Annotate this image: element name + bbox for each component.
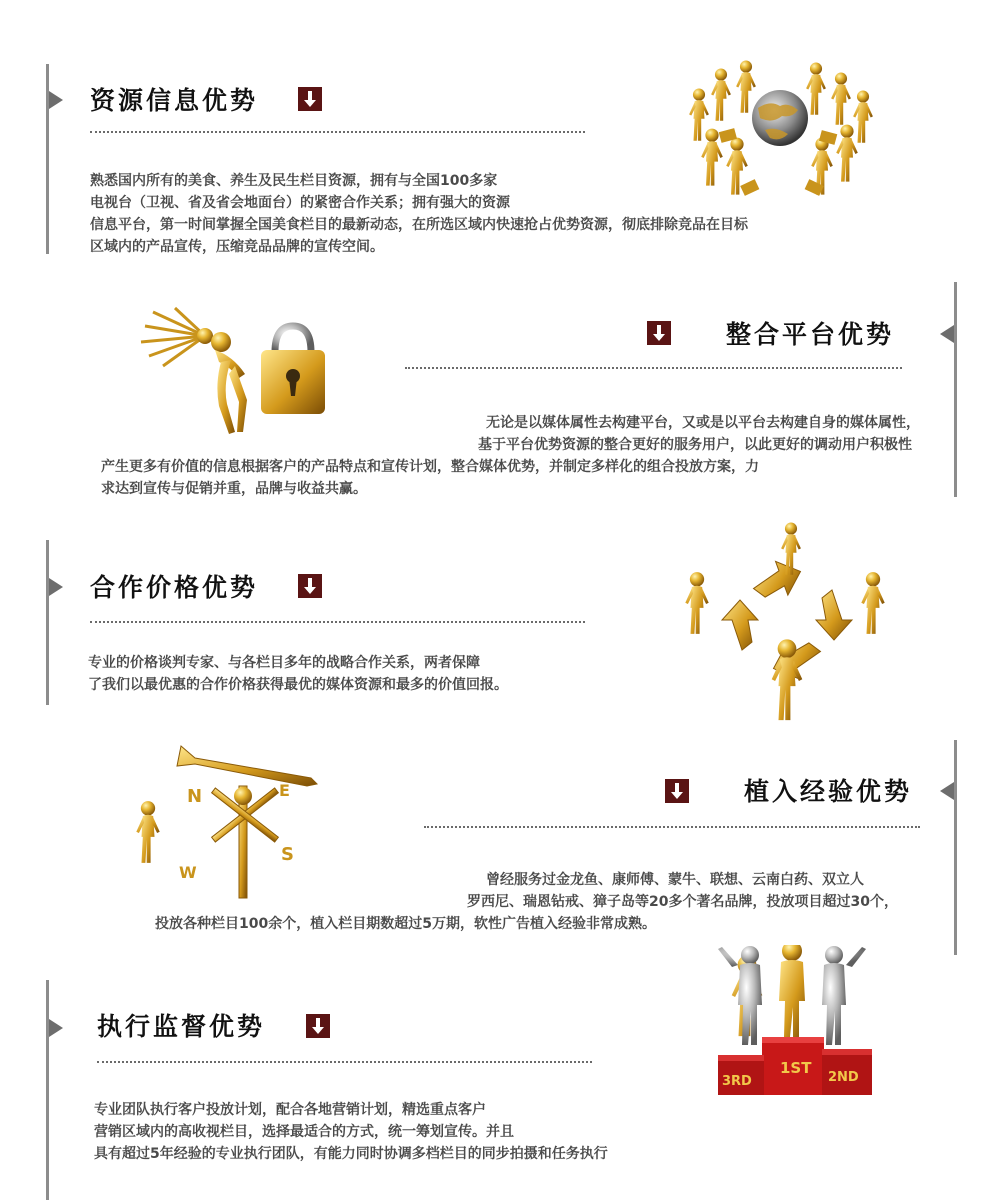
body-line: 曾经服务过金龙鱼、康师傅、蒙牛、联想、云南白药、双立人: [486, 872, 864, 888]
body-line: 投放各种栏目100余个，植入栏目期数超过5万期，软性广告植入经验非常成熟。: [155, 916, 656, 932]
body-line: 专业团队执行客户投放计划，配合各地营销计划，精选重点客户: [94, 1102, 486, 1118]
section-title: 合作价格优势: [90, 573, 259, 602]
body-line: 专业的价格谈判专家、与各栏目多年的战略合作关系，两者保障: [88, 655, 480, 671]
section-title: 执行监督优势: [97, 1012, 266, 1041]
bullet-arrow-icon: [49, 1019, 63, 1037]
section-bar: [46, 980, 49, 1200]
down-arrow-icon: [665, 779, 689, 803]
dotted-divider: [424, 826, 920, 828]
down-arrow-icon: [298, 87, 322, 111]
bullet-arrow-icon: [940, 782, 954, 800]
down-arrow-icon: [298, 574, 322, 598]
body-line: 了我们以最优惠的合作价格获得最优的媒体资源和最多的价值回报。: [88, 677, 508, 693]
dotted-divider: [97, 1061, 592, 1063]
arrows-team-icon: [682, 520, 892, 725]
body-line: 具有超过5年经验的专业执行团队，有能力同时协调多档栏目的同步拍摄和任务执行: [94, 1146, 608, 1162]
section-title: 整合平台优势: [726, 320, 895, 349]
section-resource-info: [0, 0, 1003, 270]
section-bar: [46, 540, 49, 705]
bullet-arrow-icon: [49, 578, 63, 596]
body-line: 电视台（卫视、省及省会地面台）的紧密合作关系；拥有强大的资源: [90, 195, 510, 211]
globe-team-icon: [680, 58, 880, 208]
body-line: 区域内的产品宣传，压缩竞品品牌的宣传空间。: [90, 239, 384, 255]
dotted-divider: [405, 367, 902, 369]
bullet-arrow-icon: [49, 91, 63, 109]
body-line: 产生更多有价值的信息根据客户的产品特点和宣传计划，整合媒体优势，并制定多样化的组合投放方案，力: [101, 459, 759, 475]
dotted-divider: [90, 621, 585, 623]
svg-text:E: E: [279, 781, 290, 800]
section-cooperation-price: [0, 510, 1003, 740]
section-placement-experience: [0, 740, 1003, 960]
body-line: 求达到宣传与促销并重，品牌与收益共赢。: [101, 481, 367, 497]
section-bar: [954, 740, 957, 955]
svg-text:N: N: [187, 786, 203, 807]
section-bar: [954, 282, 957, 497]
podium-icon: [710, 945, 880, 1095]
podium-third-label: 3RD: [722, 1074, 752, 1089]
bullet-arrow-icon: [940, 325, 954, 343]
body-line: 熟悉国内所有的美食、养生及民生栏目资源，拥有与全国100多家: [90, 173, 498, 189]
body-line: 无论是以媒体属性去构建平台，又或是以平台去构建自身的媒体属性，: [486, 415, 920, 431]
section-platform-integration: [0, 270, 1003, 510]
key-lock-icon: [135, 304, 325, 439]
body-line: 罗西尼、瑞恩钻戒、獐子岛等20多个著名品牌，投放项目超过30个，: [467, 894, 898, 910]
section-body: [94, 1099, 608, 1165]
down-arrow-icon: [647, 321, 671, 345]
section-body: [88, 652, 508, 696]
section-title: 植入经验优势: [744, 777, 913, 806]
svg-text:W: W: [179, 863, 197, 882]
weathervane-icon: [135, 740, 325, 900]
section-body: [90, 170, 748, 258]
podium-second-label: 2ND: [828, 1070, 859, 1085]
down-arrow-icon: [306, 1014, 330, 1038]
section-execution-supervision: [0, 960, 1003, 1199]
dotted-divider: [90, 131, 585, 133]
body-line: 基于平台优势资源的整合更好的服务用户，以此更好的调动用户积极性: [478, 437, 912, 453]
svg-text:S: S: [281, 844, 294, 865]
body-line: 营销区域内的高收视栏目，选择最适合的方式，统一筹划宣传。并且: [94, 1124, 514, 1140]
section-title: 资源信息优势: [90, 86, 259, 115]
podium-first-label: 1ST: [780, 1059, 812, 1077]
body-line: 信息平台，第一时间掌握全国美食栏目的最新动态，在所选区域内快速抢占优势资源，彻底排除竞品在目标: [90, 217, 748, 233]
